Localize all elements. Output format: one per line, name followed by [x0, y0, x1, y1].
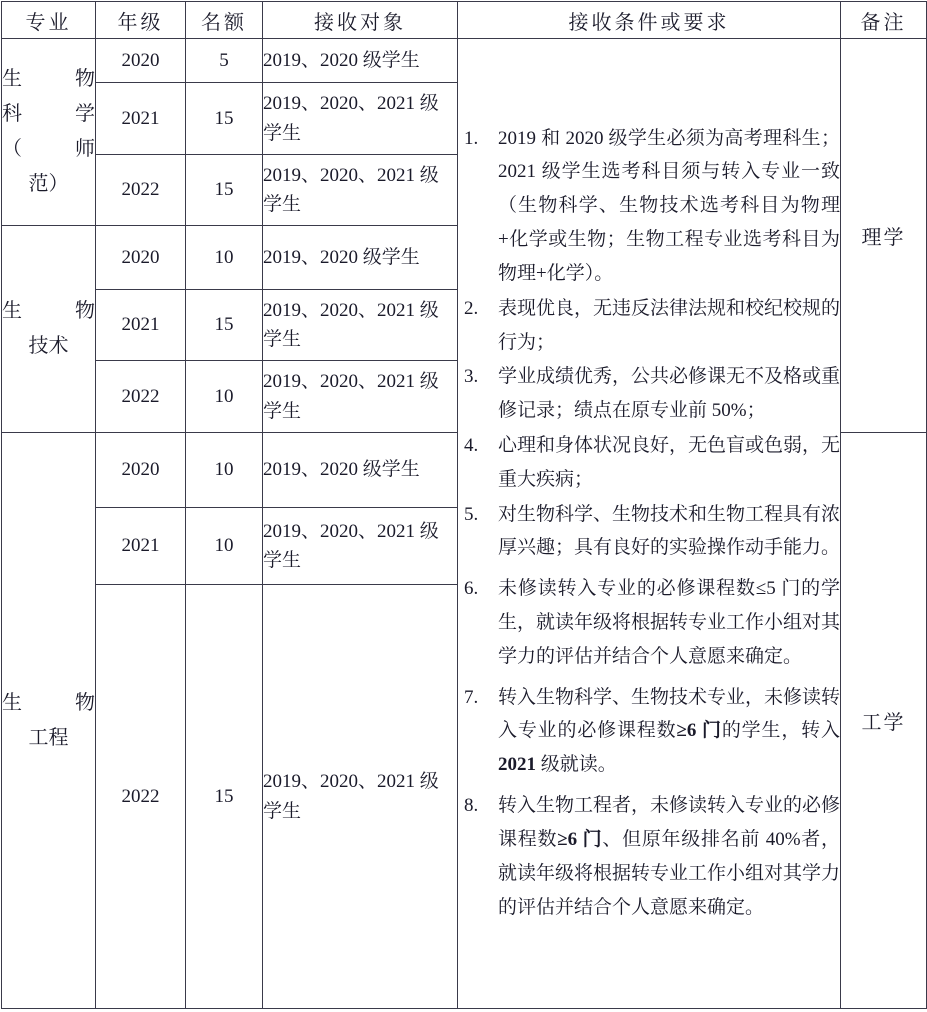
grade-cell: 2021 [96, 508, 186, 585]
requirement-item-3: 学业成绩优秀，公共必修课无不及格或重修记录；绩点在原专业前 50%； [498, 366, 841, 422]
grade-cell: 2020 [96, 39, 186, 83]
header-target: 接收对象 [263, 2, 458, 39]
target-cell: 2019、2020 级学生 [263, 39, 458, 83]
header-remark: 备注 [841, 2, 927, 39]
requirement-item-1: 2019 和 2020 级学生必须为高考理科生；2021 级学生选考科目须与转入专业一致（生物科学、生物技术选考科目为物理+化学或生物；生物工程专业选考科目为物理+化学）。 [498, 127, 840, 284]
target-cell: 2019、2020、2021 级学生 [263, 290, 458, 361]
target-cell: 2019、2020、2021 级学生 [263, 585, 458, 1009]
grade-cell: 2020 [96, 226, 186, 290]
quota-cell: 10 [186, 361, 263, 433]
requirement-item-6: 未修读转入专业的必修课程数≤5 门的学生，就读年级将根据转专业工作小组对其学力的评估并结合个人意愿来确定。 [498, 578, 841, 667]
major-transfer-table [1, 1, 927, 1009]
major-line: 范） [28, 173, 69, 195]
target-cell: 2019、2020、2021 级学生 [263, 361, 458, 433]
requirement-item-5: 对生物科学、生物技术和生物工程具有浓厚兴趣；具有良好的实验操作动手能力。 [498, 503, 841, 559]
table-row [2, 39, 927, 83]
grade-cell: 2021 [96, 83, 186, 155]
grade-cell: 2022 [96, 155, 186, 226]
requirement-item-2: 表现优良，无违反法律法规和校纪校规的行为； [498, 297, 841, 353]
grade-cell: 2022 [96, 361, 186, 433]
quota-cell: 15 [186, 290, 263, 361]
major-line: 生 物 [2, 68, 95, 90]
header-requirements: 接收条件或要求 [458, 2, 841, 39]
header-major: 专业 [2, 2, 96, 39]
requirements-list [458, 122, 840, 925]
quota-cell: 10 [186, 433, 263, 508]
header-quota: 名额 [186, 2, 263, 39]
major-line: 生 物 [2, 691, 95, 714]
grade-cell: 2021 [96, 290, 186, 361]
major-cell-bioengineering [2, 433, 96, 1009]
quota-cell: 5 [186, 39, 263, 83]
quota-cell: 10 [186, 508, 263, 585]
quota-cell: 10 [186, 226, 263, 290]
header-row [2, 2, 927, 39]
table-body [2, 39, 927, 1009]
target-cell: 2019、2020 级学生 [263, 226, 458, 290]
requirement-item-8: 转入生物工程者，未修读转入专业的必修课程数≥6 门、但原年级排名前 40%者，就读年级将根据转专业工作小组对其学力的评估并结合个人意愿来确定。 [498, 795, 841, 918]
target-cell: 2019、2020、2021 级学生 [263, 155, 458, 226]
target-cell: 2019、2020 级学生 [263, 433, 458, 508]
header-grade: 年级 [96, 2, 186, 39]
remark-cell-engineering: 工学 [841, 433, 927, 1009]
grade-cell: 2022 [96, 585, 186, 1009]
major-cell-biotechnology [2, 226, 96, 433]
grade-cell: 2020 [96, 433, 186, 508]
table-header [2, 2, 927, 39]
requirement-item-4: 心理和身体状况良好，无色盲或色弱，无重大疾病； [498, 434, 841, 490]
major-line: （ 师 [2, 138, 95, 160]
remark-cell-science: 理学 [841, 39, 927, 433]
requirements-cell [458, 39, 841, 1009]
major-line: 科 学 [2, 103, 95, 125]
target-cell: 2019、2020、2021 级学生 [263, 83, 458, 155]
requirement-item-7: 转入生物科学、生物技术专业，未修读转入专业的必修课程数≥6 门的学生，转入 2021 级就读。 [498, 686, 841, 776]
major-line: 技术 [28, 335, 69, 357]
quota-cell: 15 [186, 585, 263, 1009]
major-cell-bioscience [2, 39, 96, 226]
major-line: 生 物 [2, 300, 95, 322]
target-cell: 2019、2020、2021 级学生 [263, 508, 458, 585]
quota-cell: 15 [186, 155, 263, 226]
quota-cell: 15 [186, 83, 263, 155]
major-line: 工程 [28, 726, 69, 749]
